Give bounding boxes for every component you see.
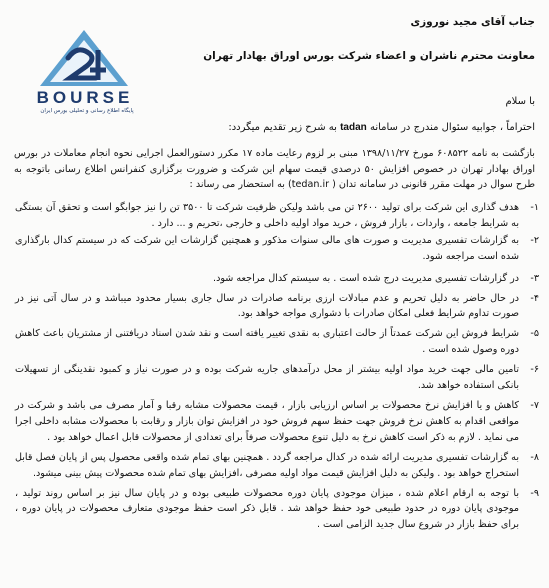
item-number: ۷- (530, 399, 539, 411)
letter-header (155, 16, 535, 62)
salutation-before: احتراماً ، جوابیه سئوال مندرج در سامانه (369, 122, 535, 133)
recipient-line: جناب آقای مجید نوروزی (410, 16, 535, 28)
logo-wordmark: BOURSE (36, 88, 134, 107)
item-text: شرایط فروش این شرکت عمدتاً از حالت اعتباری به نقدی تغییر یافته است و نقد شدن اسناد دریافتنی از مشتریان باعث کاهش دوره وصول شده است . (15, 328, 519, 356)
list-item (9, 486, 539, 534)
list-item (9, 233, 539, 265)
item-number: ۱- (530, 202, 539, 213)
list-item (9, 200, 539, 232)
system-name: tadan (340, 122, 367, 133)
item-number: ۹- (530, 487, 539, 499)
item-number: ۵- (530, 328, 539, 340)
item-number: ۶- (530, 364, 539, 376)
salutation-line (55, 122, 535, 133)
item-number: ۴- (530, 292, 539, 304)
logo-mark-icon (38, 28, 130, 90)
list-item (9, 326, 539, 358)
item-text: در گزارشات تفسیری مدیریت درج شده است . به سیستم کدال مراجعه شود. (213, 272, 519, 284)
item-text: به گزارشات تفسیری مدیریت و صورت های مالی سنوات مذکور و همچنین گزارشات این شرکت که در سیستم کدال بارگذاری شده است مراجعه شود. (15, 234, 519, 262)
greeting: با سلام (505, 96, 535, 107)
list-item (9, 450, 539, 482)
item-text: هدف گذاری این شرکت برای تولید ۲۶۰۰ تن می باشد ولیکن ظرفیت شرکت تا ۳۵۰۰ تن را نیز جوابگو است و تحقق آن بستگی به شرایط جامعه ، واردات ، بازار فروش ، خرید مواد اولیه داخلی و خارجی ،تحریم و ... دارد . (15, 202, 520, 229)
item-number: ۲- (530, 234, 539, 246)
list-item (9, 291, 539, 323)
item-text: تامین مالی جهت خرید مواد اولیه بیشتر از محل درآمدهای جاریه شرکت بوده و در صورت نیاز و کمبود نقدینگی از تسهیلات بانکی استفاده خواهد شد. (15, 364, 519, 392)
salutation-after: به شرح زیر تقدیم میگردد: (228, 122, 337, 133)
item-number: ۳- (530, 272, 539, 284)
logo-subtitle: پایگاه اطلاع رسانی و تحلیلی بورس ایران (40, 108, 134, 114)
list-item (9, 398, 539, 446)
item-number: ۸- (530, 451, 539, 463)
answer-list (9, 200, 539, 533)
organization-line: معاونت محترم ناشران و اعضاء شرکت بورس اوراق بهادار تهران (203, 50, 535, 62)
list-item (9, 271, 539, 287)
item-text: کاهش و یا افزایش نرخ محصولات بر اساس ارزیابی بازار ، قیمت محصولات مشابه رقبا و آمار مصرف می باشد و شرکت در مواقعی اقدام به کاهش نرخ فروش جهت حفظ سهم فروش خود در افزایش توان بازار و رقابت با محصولات مشابه داخلی اجرا می نماید . لازم به ذکر است کاهش نرخ به دلیل تنوع محصولات صرفاً برای تعدادی از محصولات قابل اعمال خواهد بود . (15, 399, 519, 443)
intro-paragraph: بازگشت به نامه ۶۰۸۵۲۲ مورخ ۱۳۹۸/۱۱/۲۷ مبنی بر لزوم رعایت ماده ۱۷ مکرر دستورالعمل اجرایی نحوه انجام معاملات در بورس اوراق بهادار تهران در خصوص افزایش ۵۰ درصدی قیمت سهام این شرکت و ضرورت برگزاری کنفرانس اطلاع رسانی باتوجه به طرح سوال در مهلت مقرر قانونی در سامانه تدان ( tedan.ir) به استحضار می رساند : (14, 148, 535, 191)
list-item (9, 362, 539, 394)
item-text: در حال حاضر به دلیل تحریم و عدم مبادلات ارزی برنامه صادرات در سال جاری بسیار محدود میباشد و در سال آتی نیز در صورت تداوم شرایط فعلی امکان صادرات با دشواری مواجه خواهد بود. (15, 292, 519, 320)
item-text: با توجه به ارقام اعلام شده ، میزان موجودی پایان دوره محصولات طبیعی بوده و در پایان سال نیز بر اساس روند تولید ، موجودی پایان دوره در حدود طبیعی خود حفظ خواهد شد . قابل ذکر است حفظ موجودی متعارف محصولات در پایان دوره ، برای حفظ بازار در شروع سال جدید الزامی است . (15, 487, 519, 531)
item-text: به گزارشات تفسیری مدیریت ارائه شده در کدال مراجعه گردد . همچنین بهای تمام شده واقعی محصول پس از پایان فصل قابل استخراج خواهد بود . ولیکن به دلیل افزایش قیمت مواد اولیه مصرفی ،افزایش بهای تمام شده محصولات پیش بینی میشود. (15, 451, 519, 479)
bourse-logo (18, 28, 148, 120)
